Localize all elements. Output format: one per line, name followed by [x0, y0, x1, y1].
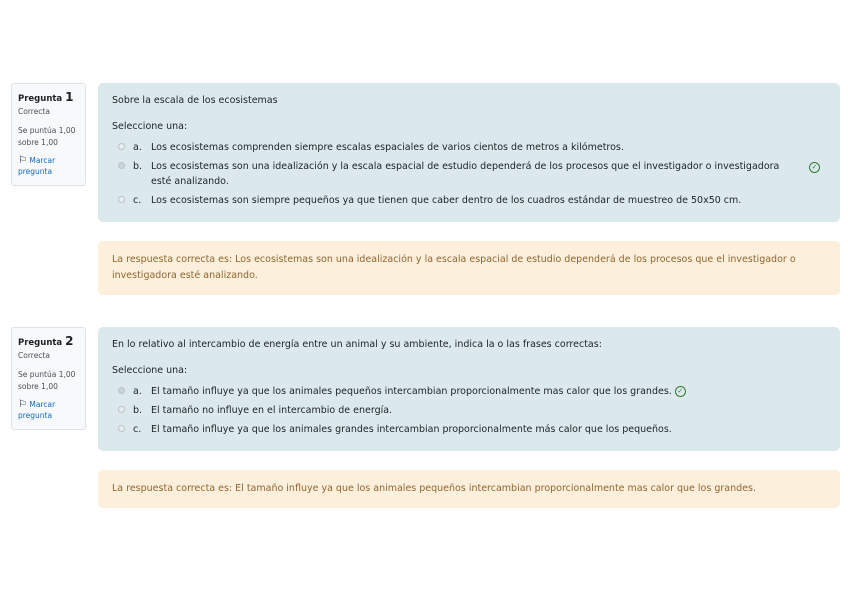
correct-answer-text: La respuesta correcta es: El tamaño influye ya que los animales pequeños intercambian proporcionalmente mas calor que los grandes. — [112, 483, 756, 494]
question-1-formulation — [98, 83, 840, 222]
answer-option-b[interactable]: b. El tamaño no influye en el intercambio de energía. — [112, 403, 826, 418]
answer-option-a[interactable]: a. Los ecosistemas comprenden siempre escalas espaciales de varios cientos de metros a kilómetros. — [112, 140, 826, 155]
check-circle-icon: ✓ — [675, 386, 686, 397]
question-2-info — [11, 327, 86, 430]
question-text: Sobre la escala de los ecosistemas — [112, 95, 278, 106]
flag-question-link[interactable]: ⚐ Marcar pregunta — [18, 399, 56, 420]
answer-text-with-mark: El tamaño influye ya que los animales pequeños intercambian proporcionalmente mas calor que los grandes. ✓ — [151, 384, 826, 399]
question-2-feedback — [98, 470, 840, 508]
check-circle-icon: ✓ — [809, 162, 820, 173]
question-number: Pregunta 2 — [18, 334, 74, 348]
answer-option-c[interactable]: c. Los ecosistemas son siempre pequeños ya que tienen que caber dentro de los cuadros estándar de muestreo de 50x50 cm. — [112, 193, 826, 208]
question-state: Correcta — [18, 107, 50, 116]
question-grade: Se puntúa 1,00 sobre 1,00 — [18, 370, 76, 391]
question-text: En lo relativo al intercambio de energía entre un animal y su ambiente, indica la o las frases correctas: — [112, 339, 602, 350]
flag-icon: ⚐ — [18, 155, 27, 166]
correct-answer-text: La respuesta correcta es: Los ecosistemas son una idealización y la escala espacial de estudio dependerá de los procesos que el investigador o investigadora esté analizando. — [112, 254, 796, 281]
answer-prompt: Seleccione una: — [112, 365, 188, 376]
radio-button[interactable] — [118, 196, 125, 203]
question-grade: Se puntúa 1,00 sobre 1,00 — [18, 126, 76, 147]
radio-button[interactable] — [118, 143, 125, 150]
answer-list — [112, 140, 826, 208]
answer-option-c[interactable]: c. El tamaño influye ya que los animales grandes intercambian proporcionalmente más calor que los pequeños. — [112, 422, 826, 437]
radio-button-selected[interactable] — [118, 162, 125, 169]
question-1-feedback — [98, 241, 840, 295]
radio-button[interactable] — [118, 406, 125, 413]
radio-button[interactable] — [118, 425, 125, 432]
question-state: Correcta — [18, 351, 50, 360]
answer-list — [112, 384, 826, 437]
answer-option-b[interactable]: b. Los ecosistemas son una idealización y la escala espacial de estudio dependerá de los procesos que el investigador o investigadora esté analizando. ✓ — [112, 159, 826, 189]
radio-button-selected[interactable] — [118, 387, 125, 394]
question-2-formulation — [98, 327, 840, 451]
flag-question-link[interactable]: ⚐ Marcar pregunta — [18, 155, 56, 176]
flag-icon: ⚐ — [18, 399, 27, 410]
answer-option-a[interactable]: a. El tamaño influye ya que los animales pequeños intercambian proporcionalmente mas calor que los grandes. ✓ — [112, 384, 826, 399]
question-number: Pregunta 1 — [18, 90, 74, 104]
question-1-info — [11, 83, 86, 186]
answer-prompt: Seleccione una: — [112, 121, 188, 132]
